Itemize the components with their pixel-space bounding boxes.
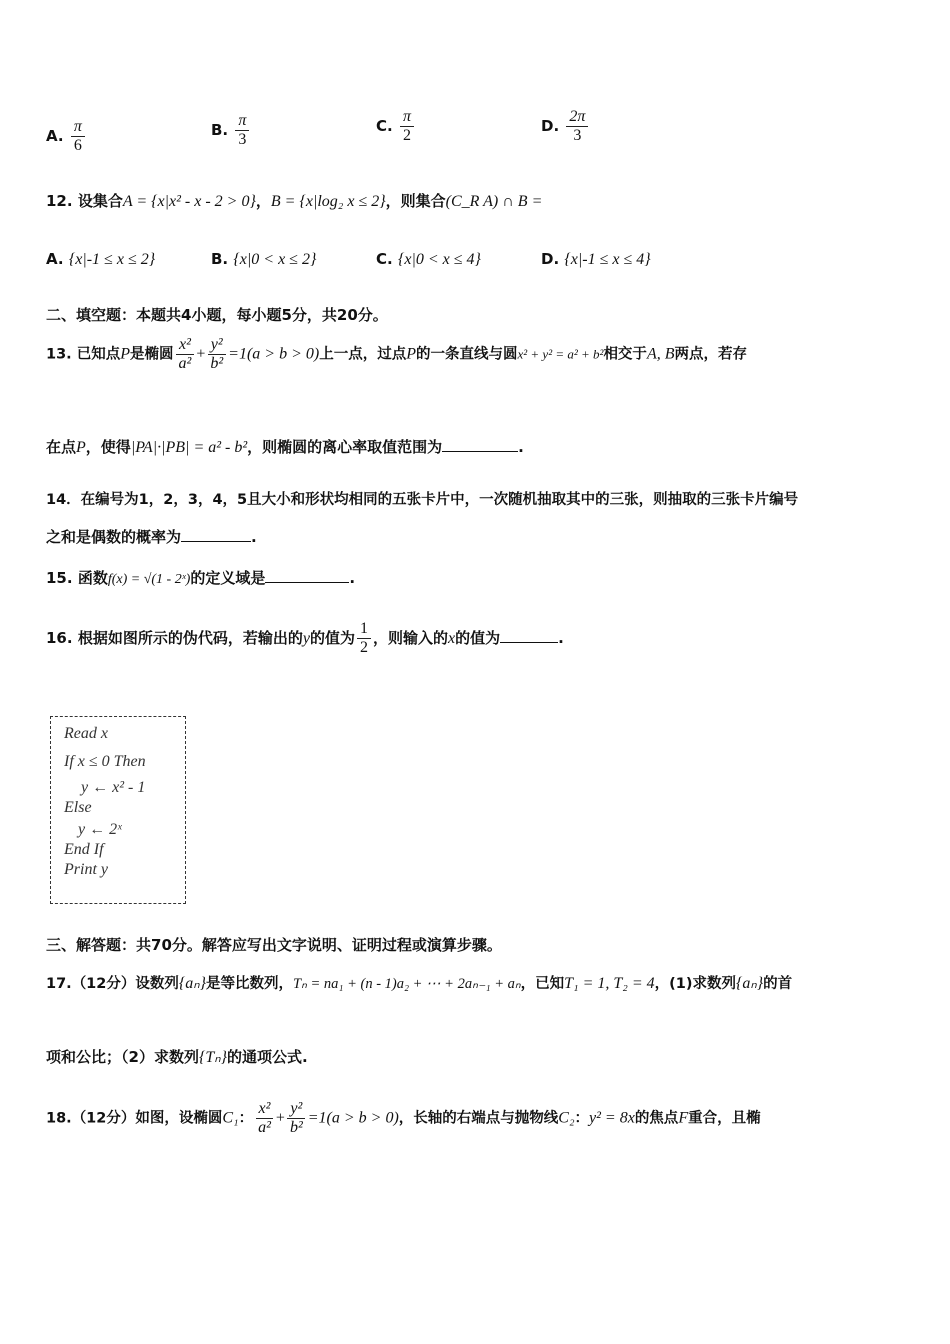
option-label: C. xyxy=(376,117,393,135)
option-label: A. xyxy=(46,250,64,268)
q17-line2 xyxy=(46,1046,308,1067)
q12-expr: (C_R A) ∩ B = xyxy=(445,193,543,210)
frac-den: a² xyxy=(178,355,192,372)
q13-text: 上一点，过点 xyxy=(319,346,407,363)
frac-num: y² xyxy=(208,336,226,355)
function-expr: f(x) = √(1 - 2ˣ) xyxy=(107,572,191,587)
plus-sign: + xyxy=(275,1109,285,1127)
q17-text: 项和公比；（2）求数列 xyxy=(46,1048,199,1066)
q18-colon: ： xyxy=(238,1110,254,1127)
fraction xyxy=(255,1100,274,1137)
q-number: 18. xyxy=(46,1110,72,1127)
frac-num: π xyxy=(71,118,85,137)
ellipse-c1: C₁ xyxy=(222,1109,239,1127)
q-number: 12. xyxy=(46,192,73,210)
code-line: Print y xyxy=(64,861,108,878)
q12-prefix: 设集合 xyxy=(77,192,123,210)
q11-option-b xyxy=(211,112,251,149)
option-label: D. xyxy=(541,117,560,135)
frac-den: b² xyxy=(210,355,224,372)
point-p: P xyxy=(406,345,416,363)
frac-den: 2 xyxy=(359,639,368,656)
option-label: B. xyxy=(211,121,229,139)
option-label: C. xyxy=(376,250,393,268)
q13-text: 相交于 xyxy=(603,346,647,363)
fraction xyxy=(287,1100,306,1137)
fraction xyxy=(176,336,195,373)
answer-blank xyxy=(181,541,251,542)
q14-line2 xyxy=(46,526,257,547)
q13-text: ，使得 xyxy=(85,438,131,456)
q17-text: 是等比数列， xyxy=(206,976,294,992)
q12-option-b xyxy=(211,250,316,269)
q16-text: 的值为 xyxy=(455,629,501,647)
frac-num: y² xyxy=(287,1100,305,1119)
frac-den: 6 xyxy=(73,137,82,154)
frac-num: 1 xyxy=(357,620,371,639)
frac-den: 3 xyxy=(573,127,582,144)
q18-colon: ： xyxy=(574,1110,590,1127)
q14-line1: 14．在编号为1，2，3，4，5且大小和形状均相同的五张卡片中，一次随机抽取其中的三张，则抽取的三张卡片编号 xyxy=(46,492,799,508)
code-line: Else xyxy=(64,799,92,816)
section3-title: 三、解答题：共70分。解答应写出文字说明、证明过程或演算步骤。 xyxy=(46,936,502,954)
answer-blank xyxy=(442,451,518,452)
q16-text: 的值为 xyxy=(309,629,355,647)
q-number: 16. xyxy=(46,629,73,647)
code-line: y ← x² - 1 xyxy=(81,779,146,796)
option-text: {x|0 < x ≤ 2} xyxy=(233,251,317,268)
ellipse-rhs: =1(a > b > 0) xyxy=(228,345,320,363)
q12-mid: ，则集合 xyxy=(385,192,446,210)
q-number: 15. xyxy=(46,569,73,587)
frac-den: b² xyxy=(289,1119,303,1136)
parabola-c2: C₂ xyxy=(558,1109,575,1127)
q16-stem xyxy=(46,620,564,657)
given-values: T₁ = 1, T₂ = 4 xyxy=(564,975,655,992)
q12-option-c xyxy=(376,250,481,269)
q18-text: 重合，且椭 xyxy=(688,1110,761,1127)
fraction xyxy=(207,336,226,373)
fraction xyxy=(71,118,85,155)
q11-option-a xyxy=(46,118,87,155)
q15-text: 的定义域是 xyxy=(190,569,266,587)
q15-text: 函数 xyxy=(77,569,108,587)
points-ab: A, B xyxy=(646,345,675,363)
q12-comma: ， xyxy=(255,192,271,210)
q-number: 17. xyxy=(46,976,72,992)
code-line: y ← 2ˣ xyxy=(78,821,122,838)
q16-end: . xyxy=(558,629,564,647)
q13-text: 两点，若存 xyxy=(674,346,747,363)
q13-text: 已知点 xyxy=(76,346,121,363)
ellipse-rhs: =1(a > b > 0) xyxy=(307,1109,399,1127)
fraction xyxy=(357,620,371,657)
q18-text: 的焦点 xyxy=(634,1110,679,1127)
q15-end: . xyxy=(349,569,356,587)
var-y: y xyxy=(302,630,310,647)
q-score: （12分） xyxy=(71,976,136,992)
q-score: （12分） xyxy=(71,1110,136,1127)
q12-option-d xyxy=(541,250,651,269)
code-line: End If xyxy=(64,841,104,858)
seq-a: {aₙ} xyxy=(178,975,207,992)
frac-num: π xyxy=(400,108,414,127)
focus-f: F xyxy=(678,1109,689,1127)
q16-text: ，则输入的 xyxy=(372,629,448,647)
fraction xyxy=(566,108,588,145)
option-text: {x|0 < x ≤ 4} xyxy=(397,251,481,268)
q11-option-c xyxy=(376,108,416,145)
q17-text: 设数列 xyxy=(135,976,179,992)
q12-option-a xyxy=(46,250,155,269)
q13-end: . xyxy=(518,438,524,456)
frac-den: 3 xyxy=(238,131,247,148)
q11-option-d xyxy=(541,108,590,145)
q17-line1 xyxy=(46,972,792,993)
q17-text: 的通项公式. xyxy=(227,1048,308,1066)
circle-eq: x² + y² = a² + b² xyxy=(517,346,604,362)
seq-a: {aₙ} xyxy=(736,975,764,992)
var-x: x xyxy=(447,630,456,647)
q13-text: 的一条直线与圆 xyxy=(415,346,518,363)
q17-text: 的首 xyxy=(763,976,793,992)
q13-text: 是椭圆 xyxy=(130,346,174,363)
plus-sign: + xyxy=(196,345,206,363)
fraction xyxy=(400,108,414,145)
frac-den: 2 xyxy=(402,127,411,144)
code-line: Read x xyxy=(64,725,108,742)
q13-text: 在点 xyxy=(46,438,77,456)
set-b: B = {x|log₂ x ≤ 2} xyxy=(270,193,386,210)
set-a: A = {x|x² - x - 2 > 0} xyxy=(122,193,256,210)
option-label: D. xyxy=(541,250,560,268)
parabola-eq: y² = 8x xyxy=(589,1109,635,1127)
fraction xyxy=(235,112,249,149)
seq-t: {Tₙ} xyxy=(198,1049,228,1066)
q14-text: 之和是偶数的概率为 xyxy=(46,528,182,546)
q18-line1 xyxy=(46,1100,761,1137)
q17-text: ，已知 xyxy=(520,976,565,992)
q18-text: 如图，设椭圆 xyxy=(135,1110,223,1127)
frac-num: 2π xyxy=(566,108,588,127)
frac-den: a² xyxy=(258,1119,271,1136)
code-line: If x ≤ 0 Then xyxy=(64,753,146,770)
answer-blank xyxy=(265,582,349,583)
option-text: {x|-1 ≤ x ≤ 4} xyxy=(564,251,651,268)
q13-line2 xyxy=(46,436,524,457)
q14-end: . xyxy=(251,528,257,546)
point-p: P xyxy=(76,439,86,456)
answer-blank xyxy=(500,642,558,643)
option-label: B. xyxy=(211,250,229,268)
condition-expr: |PA|·|PB| = a² - b² xyxy=(130,439,248,456)
point-p: P xyxy=(120,345,131,363)
frac-num: x² xyxy=(256,1100,274,1119)
q18-text: ，长轴的右端点与抛物线 xyxy=(398,1110,559,1127)
section2-title: 二、填空题：本题共4小题，每小题5分，共20分。 xyxy=(46,306,388,324)
pseudocode-box xyxy=(50,716,186,904)
q15-stem xyxy=(46,567,355,588)
q13-line1 xyxy=(46,336,747,373)
frac-num: x² xyxy=(176,336,194,355)
q-number: 13. xyxy=(46,346,72,363)
t-formula: Tₙ = na₁ + (n - 1)a₂ + ⋯ + 2aₙ₋₁ + aₙ xyxy=(293,976,521,992)
option-text: {x|-1 ≤ x ≤ 2} xyxy=(68,251,156,268)
q16-text: 根据如图所示的伪代码，若输出的 xyxy=(77,629,303,647)
q12-stem xyxy=(46,190,542,211)
frac-num: π xyxy=(235,112,249,131)
option-label: A. xyxy=(46,127,64,145)
q17-text: ，(1)求数列 xyxy=(654,976,736,992)
q13-text: ，则椭圆的离心率取值范围为 xyxy=(247,438,443,456)
